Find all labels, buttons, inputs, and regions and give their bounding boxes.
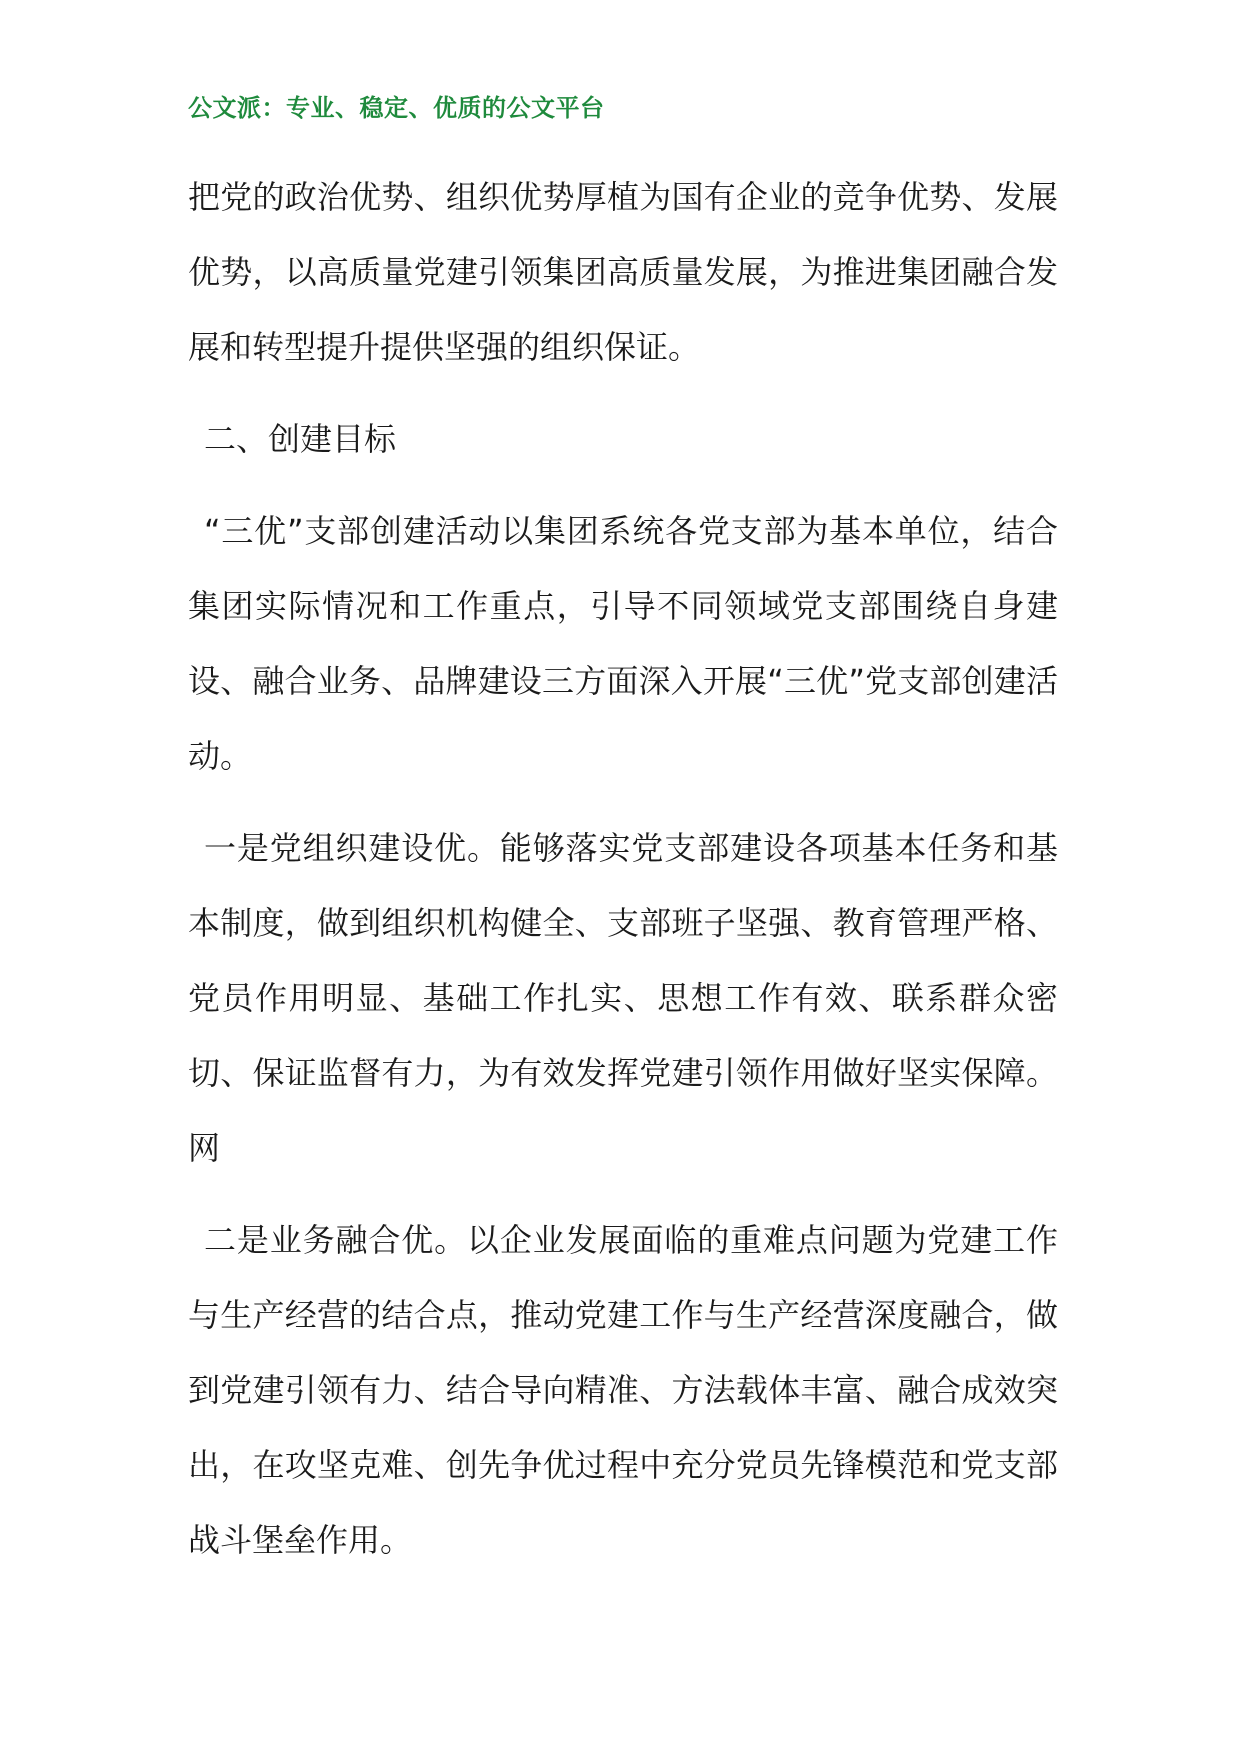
paragraph-business-integration: 二是业务融合优。以企业发展面临的重难点问题为党建工作与生产经营的结合点，推动党建工作与生产经营深度融合，做到党建引领有力、结合导向精准、方法载体丰富、融合成效突出，在攻坚克难、创先争优过程中充分党员先锋模范和党支部战斗堡垒作用。 <box>188 1221 1058 1559</box>
document-body <box>188 160 1058 1578</box>
paragraph-organization-building: 一是党组织建设优。能够落实党支部建设各项基本任务和基本制度，做到组织机构健全、支部班子坚强、教育管理严格、党员作用明显、基础工作扎实、思想工作有效、联系群众密切、保证监督有力，为有效发挥党建引领作用做好坚实保障。网 <box>188 829 1058 1167</box>
site-slogan-header: 公文派：专业、稳定、优质的公文平台 <box>188 94 605 122</box>
paragraph-intro-continuation: 把党的政治优势、组织优势厚植为国有企业的竞争优势、发展优势，以高质量党建引领集团高质量发展，为推进集团融合发展和转型提升提供坚强的组织保证。 <box>188 178 1058 366</box>
section-heading-goals: 二、创建目标 <box>204 420 397 458</box>
paragraph-goals-overview: “三优”支部创建活动以集团系统各党支部为基本单位，结合集团实际情况和工作重点，引导不同领域党支部围绕自身建设、融合业务、品牌建设三方面深入开展“三优”党支部创建活动。 <box>188 512 1058 775</box>
